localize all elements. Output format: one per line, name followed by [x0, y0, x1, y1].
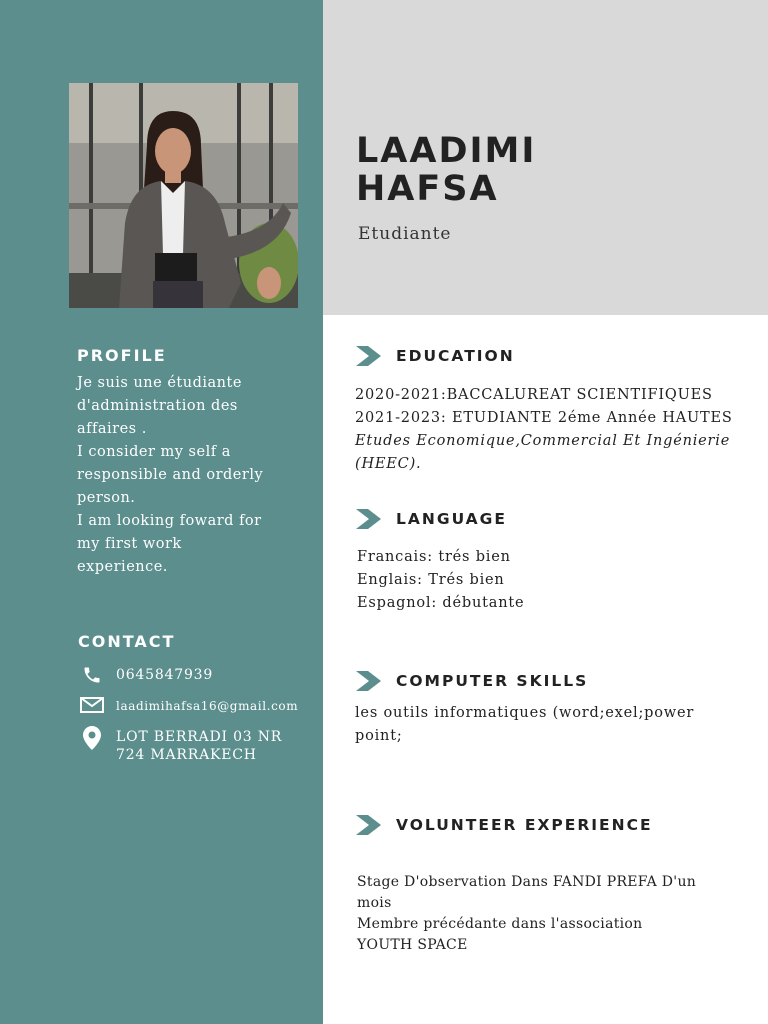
last-name: HAFSA — [356, 169, 499, 209]
volunteer-line: Membre précédante dans l'association — [357, 916, 643, 932]
chevron-right-icon — [356, 509, 382, 529]
education-line: 2020-2021:BACCALUREAT SCIENTIFIQUES — [355, 387, 713, 403]
computer-skills-title: COMPUTER SKILLS — [396, 672, 589, 690]
chevron-right-icon — [356, 346, 382, 366]
job-title: Etudiante — [358, 224, 452, 244]
computer-skills-text — [355, 702, 694, 748]
profile-line: I consider my self a — [77, 444, 231, 460]
language-line: Espagnol: débutante — [357, 595, 525, 611]
profile-text — [77, 372, 297, 579]
computer-skills-line: point; — [355, 728, 403, 744]
language-heading — [356, 509, 507, 529]
education-line: Etudes Economique,Commercial Et Ingénierie — [355, 433, 731, 449]
contact-heading: CONTACT — [78, 632, 176, 651]
chevron-right-icon — [356, 815, 382, 835]
computer-skills-line: les outils informatiques (word;exel;power — [355, 705, 695, 721]
candidate-name — [356, 132, 536, 208]
education-title: EDUCATION — [396, 347, 515, 365]
education-line: 2021-2023: ETUDIANTE 2éme Année HAUTES — [355, 410, 733, 426]
location-pin-icon — [80, 726, 104, 750]
address-line-1: LOT BERRADI 03 NR — [116, 729, 283, 745]
profile-heading: PROFILE — [77, 346, 167, 365]
address-line-2: 724 MARRAKECH — [116, 747, 257, 763]
volunteer-heading — [356, 815, 653, 835]
profile-line: affaires . — [77, 421, 147, 437]
education-heading — [356, 346, 515, 366]
language-title: LANGUAGE — [396, 510, 507, 528]
language-line: Englais: Trés bien — [357, 572, 505, 588]
address-text — [116, 728, 282, 764]
language-line: Francais: trés bien — [357, 549, 511, 565]
phone-icon — [80, 665, 104, 685]
profile-line: I am looking foward for — [77, 513, 262, 529]
education-text — [355, 384, 733, 476]
email-address: laadimihafsa16@gmail.com — [116, 699, 299, 713]
profile-line: responsible and orderly — [77, 467, 264, 483]
envelope-icon — [80, 697, 104, 713]
computer-skills-heading — [356, 671, 588, 691]
first-name: LAADIMI — [356, 131, 537, 171]
phone-number: 0645847939 — [116, 667, 214, 683]
profile-line: experience. — [77, 559, 168, 575]
profile-photo — [69, 83, 298, 308]
volunteer-title: VOLUNTEER EXPERIENCE — [396, 816, 653, 834]
profile-line: d'administration des — [77, 398, 238, 414]
profile-line: person. — [77, 490, 136, 506]
education-line: (HEEC). — [355, 456, 422, 472]
profile-line: Je suis une étudiante — [77, 375, 242, 391]
chevron-right-icon — [356, 671, 382, 691]
volunteer-line: Stage D'observation Dans FANDI PREFA D'un — [357, 874, 697, 890]
volunteer-line: mois — [357, 895, 392, 911]
volunteer-line: YOUTH SPACE — [357, 937, 468, 953]
volunteer-text — [357, 872, 696, 956]
language-text — [357, 546, 524, 615]
profile-line: my first work — [77, 536, 182, 552]
